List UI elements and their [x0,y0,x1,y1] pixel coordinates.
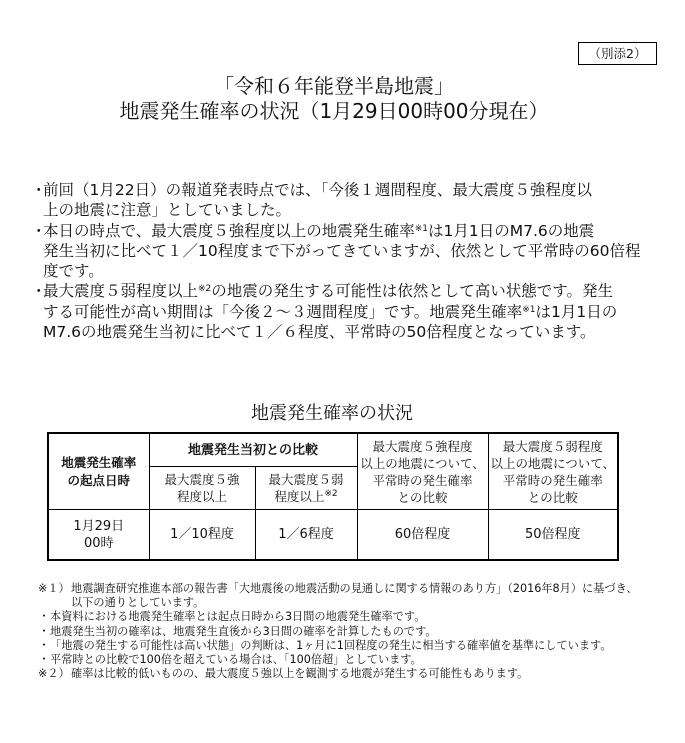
attachment-label: （別添2） [578,42,657,65]
footnote-2 [38,667,638,681]
title-line-2: 地震発生確率の状況（1月29日00時00分現在） [119,99,549,123]
header-origin-datetime: 地震発生確率 の起点日時 [48,433,149,510]
title-line-1: 「令和６年能登半島地震」 [214,74,454,98]
footnote-1 [38,582,638,610]
probability-table [47,432,619,561]
bullet-line [43,261,640,281]
bullet-list [31,180,641,342]
footnote-label: ※２） [38,667,70,681]
header-initial-strong: 最大震度５強 程度以上 [149,467,255,510]
footnotes [38,582,638,681]
footnote-reference: ※1 [414,223,428,234]
footnote-subitem-marker: ・ [38,624,50,638]
footnote-subitem [38,653,638,667]
bullet-text: 度です。 [43,262,104,281]
footnote-subitem-marker: ・ [38,610,50,624]
bullet-item [31,281,640,342]
footnote-text: 地震調査研究推進本部の報告書「大地震後の地震活動の見通しに関する情報のあり方」（2016年8月）に基づき、 以下の通りとしています。 [71,582,638,610]
footnote-label: ※１） [38,582,70,595]
footnote-subitem [38,625,638,639]
bullet-marker: ・ [31,221,47,240]
document-title [0,74,668,124]
bullet-line [43,281,640,301]
bullet-text: する可能性が高い期間は「今後２～３週間程度」です。地震発生確率 [43,302,523,321]
header-normal-strong: 最大震度５強程度 以上の地震について、 平常時の発生確率 との比較 [357,433,488,510]
bullet-line [43,302,640,322]
cell-normal-strong: 60倍程度 [357,510,488,561]
bullet-text: M7.6の地震発生当初に比べて１／６程度、平常時の50倍程度となっています。 [43,323,596,342]
bullet-line [43,241,640,261]
footnote-reference: ※2 [324,489,338,499]
bullet-text: の地震の発生する可能性は依然として高い状態です。発生 [211,282,614,301]
footnote-subitem [38,639,638,653]
cell-initial-weak: 1／6程度 [255,510,357,561]
bullet-text: は1月1日のM7.6の地震 [427,221,595,240]
bullet-text: 最大震度５弱程度以上 [43,282,199,301]
footnote-reference: ※1 [522,304,536,315]
bullet-text: は1月1日の [535,302,618,321]
bullet-marker: ・ [31,282,47,301]
footnote-text: 確率は比較的低いものの、最大震度５強以上を観測する地震が発生する可能性もあります。 [71,667,529,681]
cell-normal-weak: 50倍程度 [488,510,618,561]
header-normal-weak: 最大震度５弱程度 以上の地震について、 平常時の発生確率 との比較 [488,433,618,510]
table-caption: 地震発生確率の状況 [251,403,413,424]
bullet-line [43,322,640,342]
bullet-marker: ・ [31,181,47,199]
table-row [48,510,618,561]
footnote-subitem-text: 本資料における地震発生確率とは起点日時から3日間の地震発生確率です。 [50,610,426,624]
cell-origin-datetime: 1月29日 00時 [48,510,149,561]
bullet-text: 前回（1月22日）の報道発表時点では、「今後１週間程度、最大震度５強程度以 [43,181,592,199]
table-header-row [48,433,618,467]
header-initial-weak-text: 最大震度５弱 程度以上 [268,472,344,504]
footnote-reference: ※2 [198,284,212,295]
bullet-item [31,221,641,282]
footnote-subitem-text: 地震発生当初の確率は、地震発生直後から3日間の確率を計算したものです。 [50,624,437,638]
bullet-line [43,221,640,241]
header-initial-comparison: 地震発生当初との比較 [149,433,357,467]
bullet-line [43,200,640,220]
footnote-subitem-marker: ・ [38,638,50,652]
bullet-line [43,180,640,200]
bullet-item [31,180,640,221]
cell-initial-strong: 1／10程度 [149,510,255,561]
bullet-text: 発生当初に比べて１／10程度まで下がってきていますが、依然として平常時の60倍程 [43,241,641,260]
footnote-subitem-text: 「地震の発生する可能性は高い状態」の判断は、1ヶ月に1回程度の発生に相当する確率値を基準にしています。 [50,638,612,652]
bullet-text: 上の地震に注意」としていました。 [43,201,292,220]
footnote-subitem [38,610,638,624]
header-initial-weak [255,467,357,510]
footnote-subitem-text: 平常時との比較で100倍を超えている場合は、「100倍超」としています。 [50,653,422,667]
bullet-text: 本日の時点で、最大震度５強程度以上の地震発生確率 [43,221,415,240]
footnote-subitem-marker: ・ [38,653,50,667]
